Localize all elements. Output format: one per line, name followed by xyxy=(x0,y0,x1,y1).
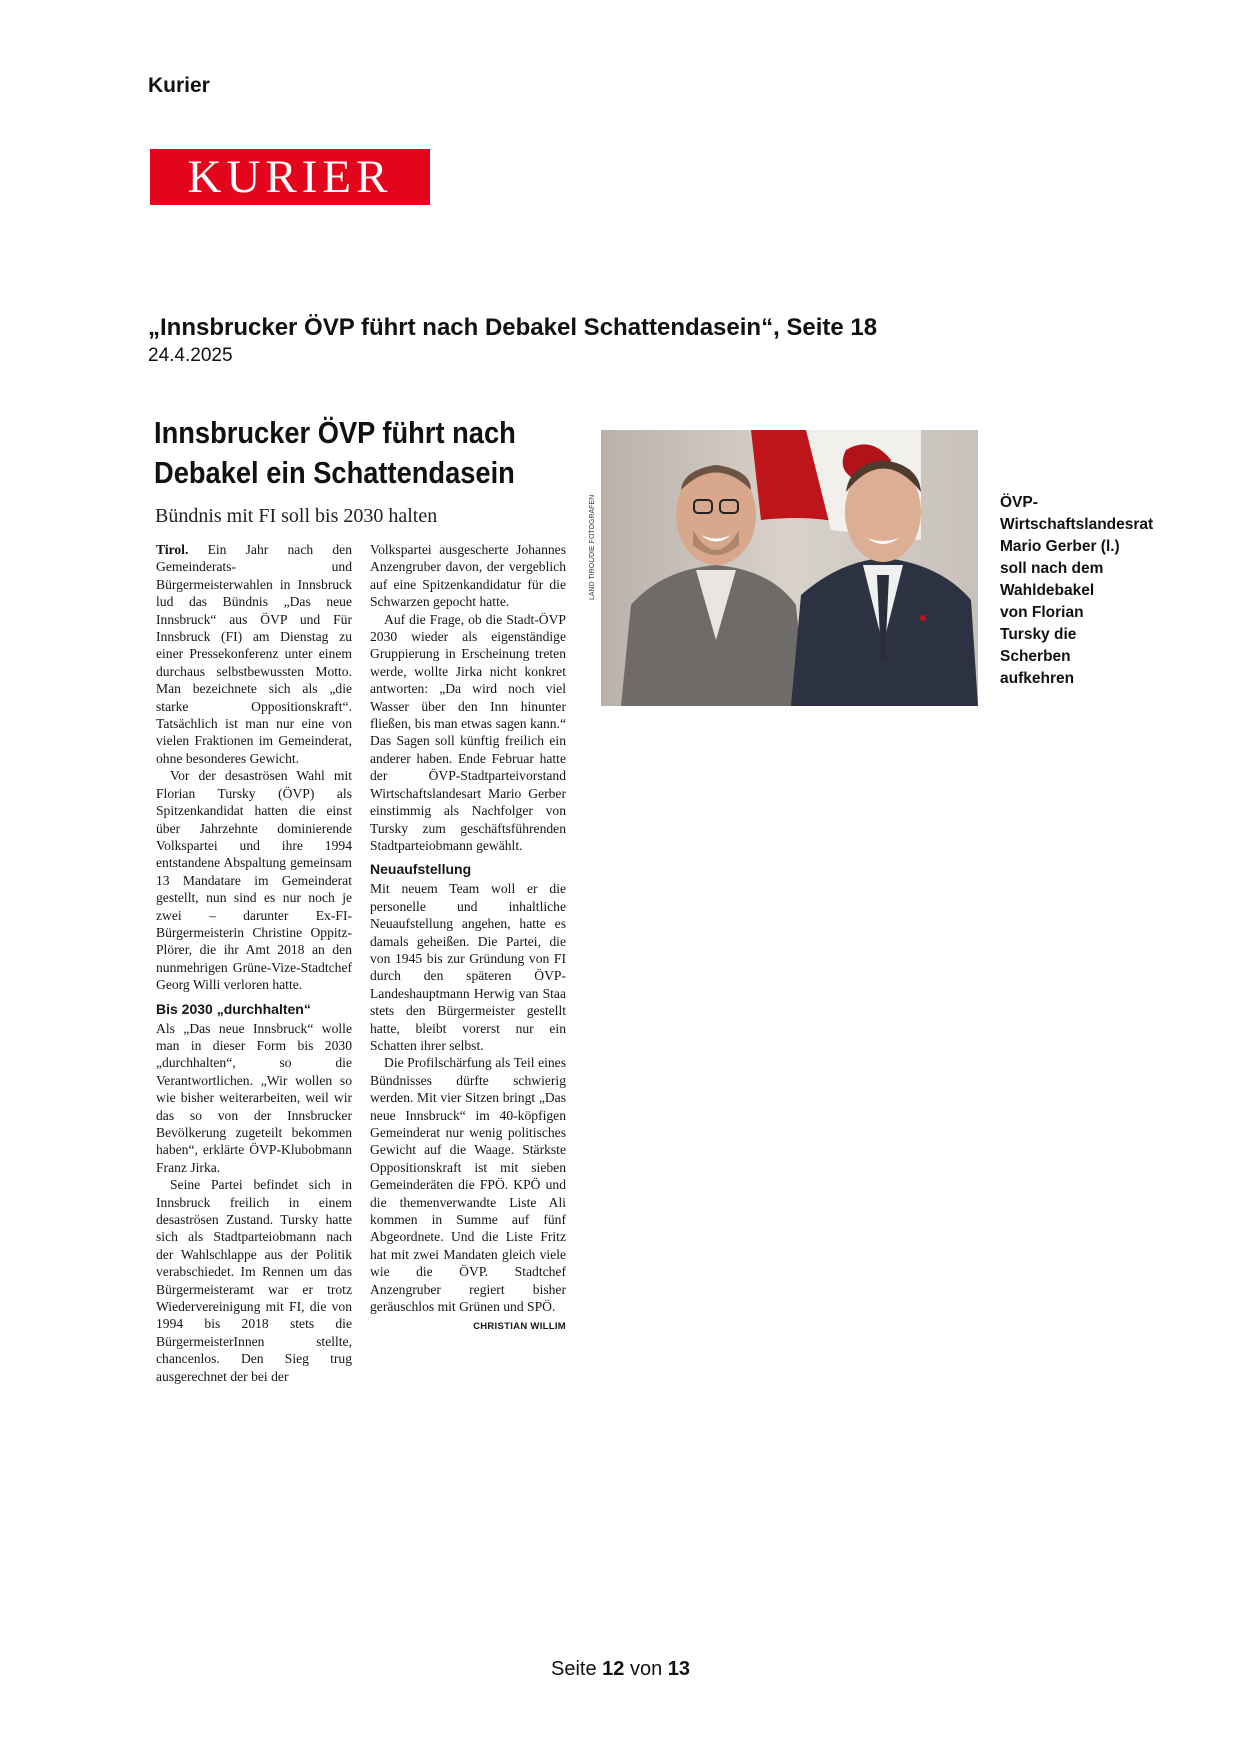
photo-credit: LAND TIROL/DIE FOTOGRAFEN xyxy=(589,494,596,600)
dateline: Tirol. xyxy=(156,542,189,557)
source-label: Kurier xyxy=(148,74,210,97)
footer-prefix: Seite xyxy=(550,1658,597,1680)
paragraph: Seine Partei befindet sich in Innsbruck freilich in einem desaströsen Zustand. Tursky hatte sich als Stadtparteiobmann nach der Wahlschlappe aus der Politik verabschiedet. Im Rennen um das Bürgermeisteramt war er trotz Wiedervereinigung mit FI, die von 1994 bis 2018 stets die BürgermeisterInnen stellte, chancenlos. Den Sieg trug ausgerechnet der bei der xyxy=(156,1177,352,1384)
paragraph: Als „Das neue Innsbruck“ wolle man in dieser Form bis 2030 „durchhalten“, so die Verantwortlichen. „Wir wollen so wie bisher weiterarbeiten, weil wir das so von der Innsbrucker Bevölkerung zugeteilt bekommen haben“, erklärte ÖVP-Klubobmann Franz Jirka. xyxy=(156,1020,352,1175)
article-column-1 xyxy=(156,541,352,1385)
total-pages: 13 xyxy=(667,1658,691,1680)
headline-line-1: Innsbrucker ÖVP führt nach xyxy=(154,415,516,450)
paragraph: Mit neuem Team woll er die personelle und inhaltliche Neuaufstellung angehen, hatte es damals geheißen. Die Partei, die von 1945 bis zur Gründung von FI durch den späteren ÖVP-Landeshauptmann Herwig van Staa stets den Bürgermeister gestellt hatte, bleibt vorerst nur ein Schatten ihrer selbst. xyxy=(370,881,566,1053)
paragraph: Die Profilschärfung als Teil eines Bündnisses dürfte schwierig werden. Mit vier Sitzen bringt „Das neue Innsbruck“ im 40-köpfigen Gemeinderat nur wenig politisches Gewicht auf die Waage. Stärkste Oppositionskraft ist mit sieben Gemeinderäten die FPÖ. KPÖ und die themenverwandte Liste Ali kommen in Summe auf fünf Abgeordnete. Und die Liste Fritz hat mit zwei Mandaten gleich viele wie die ÖVP. Stadtchef Anzengruber regiert bisher geräuschlos mit Grünen und SPÖ. xyxy=(370,1055,566,1315)
clip-title: „Innsbrucker ÖVP führt nach Debakel Schattendasein“, Seite 18 xyxy=(148,314,878,341)
subheading: Neuaufstellung xyxy=(370,861,472,878)
paragraph xyxy=(156,541,352,767)
headline-line-2: Debakel ein Schattendasein xyxy=(154,455,515,490)
clip-date: 24.4.2025 xyxy=(148,345,233,366)
article-photo xyxy=(601,430,978,706)
paragraph-text: Ein Jahr nach den Gemeinderats- und Bürgermeisterwahlen in Innsbruck lud das Bündnis „Das neue Innsbruck“ aus ÖVP und Für Innsbruck (FI) am Dienstag zu einer Pressekonferenz unter einem durchaus selbstbewussten Motto. Man bezeichnete sich als „die starke Oppositionskraft“. Tatsächlich ist man nur eine von vielen Fraktionen im Gemeinderat, ohne besonderes Gewicht. xyxy=(156,542,352,766)
paragraph: Vor der desaströsen Wahl mit Florian Tursky (ÖVP) als Spitzenkandidat hatten die einst über Jahrzehnte dominierende Volkspartei und ihre 1994 entstandene Abspaltung gemeinsam 13 Mandatare im Gemeinderat gestellt, nun sind es nur noch je zwei – darunter Ex-FI-Bürgermeisterin Christine Oppitz-Plörer, die ihr Amt 2018 an den nunmehrigen Grüne-Vize-Stadtchef Georg Willi verloren hatte. xyxy=(156,768,352,993)
article-headline xyxy=(154,413,524,493)
kurier-logo: KURIER xyxy=(150,149,430,205)
subheading: Bis 2030 „durchhalten“ xyxy=(156,1000,311,1017)
photo-caption: ÖVP-Wirtschaftslandesrat Mario Gerber (l.) soll nach dem Wahldebakel von Florian Tursky die Scherben aufkehren xyxy=(1000,494,1154,687)
paragraph: Auf die Frage, ob die Stadt-ÖVP 2030 wieder als eigenständige Gruppierung in Erscheinung treten werde, wollte Jirka nicht konkret antworten: „Da wird noch viel Wasser über den Inn hinunter fließen, bis man etwas sagen kann.“ Das Sagen soll künftig freilich ein anderer haben. Ende Februar hatte der ÖVP-Stadtparteivorstand Wirtschaftslandesart Mario Gerber einstimmig als Nachfolger von Tursky zum geschäftsführenden Stadtparteiobmann gewählt. xyxy=(370,611,566,853)
paragraph: Volkspartei ausgescherte Johannes Anzengruber davon, der vergeblich auf eine Spitzenkandidatur für die Schwarzen gepocht hatte. xyxy=(370,542,566,610)
current-page: 12 xyxy=(602,1658,625,1680)
byline: CHRISTIAN WILLIM xyxy=(473,1321,566,1333)
article-subhead: Bündnis mit FI soll bis 2030 halten xyxy=(155,505,438,527)
article-column-2 xyxy=(370,541,566,1336)
footer-separator: von xyxy=(629,1658,663,1680)
photo-illustration xyxy=(601,430,978,706)
page-footer xyxy=(0,1658,1241,1681)
